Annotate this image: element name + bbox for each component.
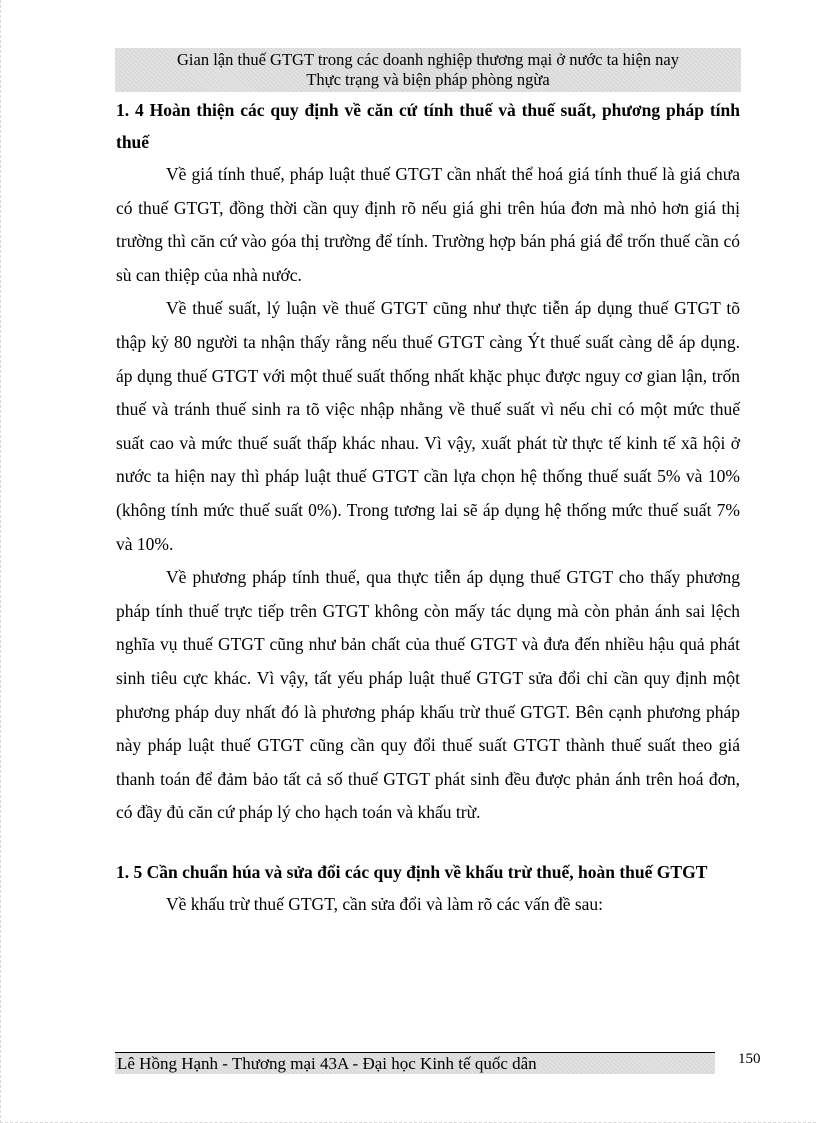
paragraph-tax-rate: Về thuế suất, lý luận về thuế GTGT cũng như thực tiễn áp dụng thuế GTGT tõ thập kỷ 80 người ta nhận thấy rằng nếu thuế GTGT càng Ýt thuế suất càng dễ áp dụng. áp dụng thuế GTGT với một thuế suất thống nhất khặc phục được nguy cơ gian lận, trốn thuế và tránh thuế sinh ra tõ việc nhập nhằng về thuế suất vì nếu chỉ có một mức thuế suất cao và mức thuế suất thấp khác nhau. Vì vậy, xuất phát từ thực tế kinh tế xã hội ở nước ta hiện nay thì pháp luật thuế GTGT cần lựa chọn hệ thống thuế suất 5% và 10% (không tính mức thuế suất 0%). Trong tương lai sẽ áp dụng hệ thống mức thuế suất 7% và 10%.	[116, 298, 740, 554]
paragraph-tax-method: Về phương pháp tính thuế, qua thực tiễn áp dụng thuế GTGT cho thấy phương pháp tính thuế trực tiếp trên GTGT không còn mấy tác dụng mà còn phản ánh sai lệch nghĩa vụ thuế GTGT cũng như bản chất của thuế GTGT và đưa đến nhiều hậu quả phát sinh tiêu cực khác. Vì vậy, tất yếu pháp luật thuế GTGT sửa đổi chỉ cần quy định một phương pháp duy nhất đó là phương pháp khấu trừ thuế GTGT. Bên cạnh phương pháp này pháp luật thuế GTGT cũng cần quy đổi thuế suất GTGT thành thuế suất theo giá thanh toán để đảm bảo tất cả số thuế GTGT phát sinh đều được phản ánh trên hoá đơn, có đầy đủ căn cứ pháp lý cho hạch toán và khấu trừ.	[116, 567, 740, 823]
document-body	[116, 94, 740, 921]
paragraph-deduction: Về khấu trừ thuế GTGT, cần sửa đổi và làm rõ các vấn đề sau:	[166, 893, 604, 914]
paragraph-tax-base: Về giá tính thuế, pháp luật thuế GTGT cần nhất thể hoá giá tính thuế là giá chưa có thuế GTGT, đồng thời cần quy định rõ nếu giá ghi trên húa đơn mà nhỏ hơn giá thị trường thì căn cứ vào góa thị trường để tính. Trường hợp bán phá giá để trốn thuế cần có sù can thiệp của nhà nước.	[116, 164, 740, 285]
header-line-1: Gian lận thuế GTGT trong các doanh nghiệp thương mại ở nước ta hiện nay	[177, 50, 679, 69]
section-heading-1-4: 1. 4 Hoàn thiện các quy định về căn cứ tính thuế và thuế suất, phương pháp tính thuế	[116, 100, 740, 152]
section-heading-1-5: 1. 5 Cần chuẩn húa và sửa đổi các quy định về khấu trừ thuế, hoàn thuế GTGT	[116, 861, 708, 882]
running-footer: Lê Hồng Hạnh - Thương mại 43A - Đại học Kinh tế quốc dân	[115, 1052, 715, 1074]
running-header	[115, 48, 741, 92]
page-number: 150	[738, 1051, 761, 1067]
header-line-2: Thực trạng và biện pháp phòng ngừa	[306, 70, 550, 89]
